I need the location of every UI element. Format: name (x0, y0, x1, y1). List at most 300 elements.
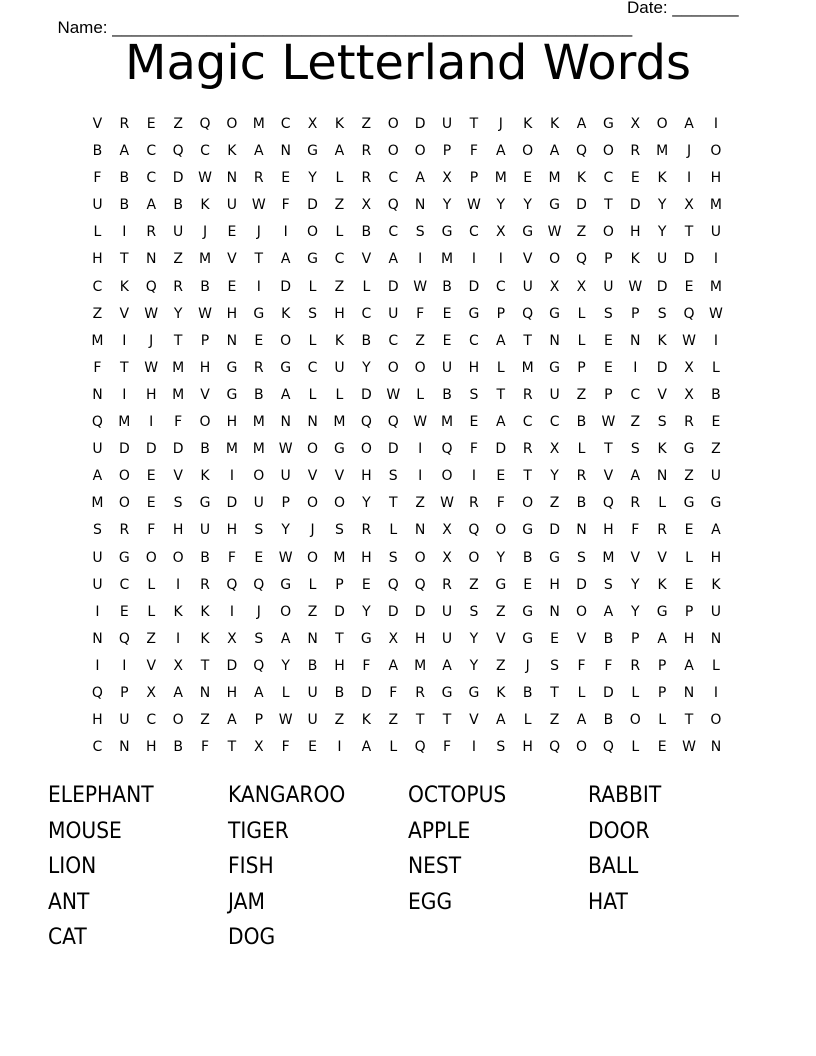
grid-letter[interactable]: Q (387, 414, 399, 431)
grid-letter[interactable]: Q (118, 630, 130, 647)
grid-letter[interactable]: O (495, 522, 507, 539)
grid-letter[interactable]: O (307, 495, 319, 512)
grid-letter[interactable]: V (119, 305, 130, 322)
grid-letter[interactable]: Q (172, 143, 184, 160)
grid-letter[interactable]: B (119, 170, 130, 187)
grid-letter[interactable]: J (310, 522, 315, 539)
grid-letter[interactable]: H (226, 684, 238, 701)
grid-letter[interactable]: B (442, 386, 452, 403)
grid-letter[interactable]: L (362, 278, 371, 295)
grid-letter[interactable]: I (471, 468, 476, 485)
grid-letter[interactable]: N (226, 170, 238, 187)
grid-letter[interactable]: Y (469, 630, 479, 647)
grid-letter[interactable]: C (146, 143, 157, 160)
grid-letter[interactable]: M (252, 441, 265, 458)
grid-letter[interactable]: O (414, 359, 426, 376)
grid-letter[interactable]: B (603, 630, 614, 647)
grid-letter[interactable]: Q (387, 576, 399, 593)
grid-letter[interactable]: D (576, 576, 587, 593)
grid-letter[interactable]: O (414, 143, 426, 160)
grid-letter[interactable]: Z (630, 414, 641, 431)
grid-letter[interactable]: C (603, 170, 614, 187)
grid-letter[interactable]: J (498, 116, 503, 132)
grid-letter[interactable]: G (656, 603, 668, 620)
grid-letter[interactable]: D (602, 684, 614, 701)
grid-letter[interactable]: L (658, 712, 667, 729)
grid-letter[interactable]: A (576, 712, 587, 729)
grid-letter[interactable]: J (202, 224, 208, 241)
grid-letter[interactable]: Z (711, 441, 721, 458)
grid-letter[interactable]: D (226, 495, 238, 512)
grid-letter[interactable]: T (604, 197, 613, 214)
grid-letter[interactable]: Z (684, 468, 694, 485)
grid-letter[interactable]: M (440, 414, 454, 431)
grid-letter[interactable]: L (523, 712, 532, 729)
grid-letter[interactable]: F (93, 359, 102, 376)
grid-letter[interactable]: I (471, 739, 476, 756)
grid-letter[interactable]: R (415, 684, 425, 701)
grid-letter[interactable]: H (522, 739, 533, 756)
grid-letter[interactable]: N (656, 468, 668, 485)
grid-letter[interactable]: C (92, 739, 103, 756)
grid-letter[interactable]: H (92, 712, 103, 729)
grid-letter[interactable]: T (227, 739, 237, 756)
grid-letter[interactable]: Q (468, 522, 480, 539)
grid-letter[interactable]: V (576, 630, 587, 647)
grid-letter[interactable]: O (414, 549, 426, 566)
grid-letter[interactable]: S (173, 495, 183, 512)
grid-letter[interactable]: Q (145, 278, 157, 295)
grid-letter[interactable]: N (710, 739, 722, 756)
grid-letter[interactable]: H (603, 522, 614, 539)
grid-letter[interactable]: O (575, 603, 587, 620)
grid-letter[interactable]: F (281, 739, 290, 756)
grid-letter[interactable]: N (549, 332, 560, 349)
grid-letter[interactable]: K (281, 305, 291, 322)
grid-letter[interactable]: R (146, 224, 157, 241)
grid-letter[interactable]: G (360, 630, 372, 647)
grid-letter[interactable]: O (387, 116, 399, 132)
grid-letter[interactable]: H (414, 630, 426, 647)
grid-letter[interactable]: G (118, 549, 130, 566)
grid-letter[interactable]: C (200, 143, 210, 160)
grid-letter[interactable]: D (387, 441, 399, 458)
grid-letter[interactable]: A (334, 143, 345, 160)
grid-letter[interactable]: O (629, 712, 641, 729)
grid-letter[interactable]: T (442, 712, 452, 729)
grid-letter[interactable]: Z (496, 603, 506, 620)
grid-letter[interactable]: D (307, 197, 318, 214)
grid-letter[interactable]: U (307, 712, 318, 729)
grid-letter[interactable]: O (307, 441, 319, 458)
grid-letter[interactable]: A (280, 386, 291, 403)
grid-letter[interactable]: U (441, 603, 453, 620)
grid-letter[interactable]: F (469, 441, 478, 458)
grid-letter[interactable]: G (549, 197, 561, 214)
grid-letter[interactable]: Y (442, 197, 452, 214)
grid-letter[interactable]: K (496, 684, 506, 701)
grid-letter[interactable]: X (388, 630, 399, 647)
grid-letter[interactable]: N (307, 630, 318, 647)
grid-letter[interactable]: J (149, 332, 154, 349)
grid-letter[interactable]: B (200, 441, 210, 458)
grid-letter[interactable]: F (577, 657, 586, 674)
grid-letter[interactable]: B (442, 278, 452, 295)
grid-letter[interactable]: Z (334, 278, 345, 295)
grid-letter[interactable]: X (684, 386, 694, 403)
grid-letter[interactable]: B (576, 414, 587, 431)
grid-letter[interactable]: A (657, 630, 667, 647)
grid-letter[interactable]: P (631, 305, 640, 322)
grid-letter[interactable]: M (333, 414, 346, 431)
grid-letter[interactable]: D (549, 522, 560, 539)
grid-letter[interactable]: V (334, 468, 345, 485)
grid-letter[interactable]: E (550, 630, 560, 647)
grid-letter[interactable]: W (440, 495, 454, 512)
grid-letter[interactable]: W (628, 278, 643, 295)
grid-letter[interactable]: G (441, 224, 453, 241)
grid-letter[interactable]: N (630, 332, 641, 349)
grid-letter[interactable]: F (469, 143, 478, 160)
grid-letter[interactable]: G (522, 603, 534, 620)
grid-letter[interactable]: B (603, 712, 614, 729)
grid-letter[interactable]: X (146, 684, 157, 701)
grid-letter[interactable]: Y (281, 522, 290, 539)
grid-letter[interactable]: U (441, 359, 453, 376)
grid-letter[interactable]: V (92, 116, 103, 132)
grid-letter[interactable]: G (549, 305, 561, 322)
grid-letter[interactable]: C (549, 414, 560, 431)
grid-letter[interactable]: B (253, 386, 264, 403)
grid-letter[interactable]: Z (496, 657, 506, 674)
grid-letter[interactable]: A (361, 739, 372, 756)
grid-letter[interactable]: Q (683, 305, 695, 322)
grid-letter[interactable]: L (577, 684, 586, 701)
grid-letter[interactable]: A (684, 657, 694, 674)
grid-letter[interactable]: M (602, 549, 615, 566)
grid-letter[interactable]: P (604, 251, 613, 268)
grid-letter[interactable]: Q (91, 684, 103, 701)
grid-letter[interactable]: E (361, 576, 371, 593)
grid-letter[interactable]: M (172, 359, 185, 376)
grid-letter[interactable]: D (414, 116, 426, 132)
grid-letter[interactable]: I (713, 251, 718, 268)
grid-letter[interactable]: O (226, 116, 238, 132)
grid-letter[interactable]: U (710, 603, 722, 620)
grid-letter[interactable]: S (577, 549, 586, 566)
grid-letter[interactable]: N (92, 630, 103, 647)
grid-letter[interactable]: O (468, 549, 480, 566)
grid-letter[interactable]: U (549, 386, 560, 403)
grid-letter[interactable]: R (253, 359, 264, 376)
grid-letter[interactable]: O (280, 603, 292, 620)
grid-letter[interactable]: X (496, 224, 506, 241)
grid-letter[interactable]: K (200, 197, 210, 214)
grid-letter[interactable]: D (226, 657, 238, 674)
grid-letter[interactable]: H (361, 468, 372, 485)
grid-letter[interactable]: F (281, 197, 290, 214)
grid-letter[interactable]: S (93, 522, 102, 539)
grid-letter[interactable]: W (144, 305, 159, 322)
grid-letter[interactable]: B (522, 684, 533, 701)
grid-letter[interactable]: U (92, 197, 103, 214)
grid-letter[interactable]: O (145, 549, 157, 566)
grid-letter[interactable]: J (256, 603, 261, 620)
grid-letter[interactable]: Q (441, 441, 453, 458)
grid-letter[interactable]: E (630, 170, 640, 187)
grid-letter[interactable]: F (442, 739, 452, 756)
grid-letter[interactable]: U (441, 116, 453, 132)
grid-letter[interactable]: Z (361, 116, 372, 132)
grid-letter[interactable]: Y (469, 657, 479, 674)
grid-letter[interactable]: G (602, 116, 614, 132)
grid-letter[interactable]: K (523, 116, 533, 132)
grid-letter[interactable]: G (468, 684, 480, 701)
grid-letter[interactable]: V (657, 386, 667, 403)
grid-letter[interactable]: O (522, 495, 534, 512)
grid-letter[interactable]: A (442, 657, 452, 674)
grid-letter[interactable]: H (172, 522, 184, 539)
grid-letter[interactable]: J (525, 657, 530, 674)
grid-letter[interactable]: R (119, 522, 130, 539)
grid-letter[interactable]: L (308, 278, 317, 295)
grid-letter[interactable]: A (549, 143, 560, 160)
grid-letter[interactable]: F (147, 522, 156, 539)
grid-letter[interactable]: S (657, 305, 667, 322)
grid-letter[interactable]: H (468, 359, 480, 376)
grid-letter[interactable]: Y (362, 603, 371, 620)
grid-letter[interactable]: F (93, 170, 102, 187)
grid-letter[interactable]: A (388, 657, 399, 674)
grid-letter[interactable]: K (334, 116, 345, 132)
grid-letter[interactable]: V (361, 251, 372, 268)
grid-letter[interactable]: P (442, 143, 452, 160)
grid-letter[interactable]: K (657, 170, 667, 187)
grid-letter[interactable]: Q (549, 739, 561, 756)
grid-letter[interactable]: L (308, 576, 317, 593)
grid-letter[interactable]: O (575, 739, 587, 756)
grid-letter[interactable]: H (710, 549, 722, 566)
grid-letter[interactable]: R (253, 170, 264, 187)
grid-letter[interactable]: D (683, 251, 695, 268)
grid-letter[interactable]: G (226, 359, 238, 376)
grid-letter[interactable]: T (523, 332, 532, 349)
grid-letter[interactable]: S (469, 603, 479, 620)
grid-letter[interactable]: Z (307, 603, 318, 620)
grid-letter[interactable]: K (334, 332, 345, 349)
grid-letter[interactable]: N (226, 332, 238, 349)
grid-letter[interactable]: G (468, 305, 480, 322)
grid-letter[interactable]: W (198, 170, 212, 187)
grid-letter[interactable]: E (227, 278, 237, 295)
grid-letter[interactable]: I (633, 359, 638, 376)
grid-letter[interactable]: I (122, 224, 127, 241)
grid-letter[interactable]: M (172, 386, 185, 403)
grid-letter[interactable]: A (603, 603, 614, 620)
grid-letter[interactable]: Q (253, 657, 265, 674)
grid-letter[interactable]: A (254, 143, 264, 160)
grid-letter[interactable]: K (657, 441, 667, 458)
grid-letter[interactable]: W (682, 332, 696, 349)
grid-letter[interactable]: P (335, 576, 344, 593)
grid-letter[interactable]: G (199, 495, 211, 512)
grid-letter[interactable]: O (199, 414, 211, 431)
grid-letter[interactable]: X (442, 170, 452, 187)
grid-letter[interactable]: V (146, 657, 157, 674)
grid-letter[interactable]: D (468, 278, 480, 295)
grid-letter[interactable]: X (361, 197, 372, 214)
date-field[interactable]: Date: _______ (627, 0, 739, 17)
grid-letter[interactable]: G (710, 495, 722, 512)
grid-letter[interactable]: Z (576, 224, 587, 241)
grid-letter[interactable]: V (603, 468, 614, 485)
grid-letter[interactable]: K (630, 251, 640, 268)
grid-letter[interactable]: A (711, 522, 721, 539)
grid-letter[interactable]: E (442, 332, 452, 349)
grid-letter[interactable]: D (360, 386, 372, 403)
grid-letter[interactable]: A (146, 197, 157, 214)
grid-letter[interactable]: P (496, 305, 506, 322)
grid-letter[interactable]: S (657, 414, 667, 431)
grid-letter[interactable]: Q (226, 576, 238, 593)
grid-letter[interactable]: P (200, 332, 210, 349)
grid-letter[interactable]: S (496, 739, 506, 756)
grid-letter[interactable]: Y (173, 305, 183, 322)
grid-letter[interactable]: U (172, 224, 184, 241)
grid-letter[interactable]: G (549, 359, 561, 376)
grid-letter[interactable]: Q (602, 739, 614, 756)
letter-grid[interactable] (84, 114, 729, 764)
grid-letter[interactable]: R (469, 495, 479, 512)
grid-letter[interactable]: J (686, 143, 692, 160)
grid-letter[interactable]: L (496, 359, 505, 376)
grid-letter[interactable]: E (711, 414, 721, 431)
grid-letter[interactable]: O (710, 143, 722, 160)
grid-letter[interactable]: V (307, 468, 318, 485)
grid-letter[interactable]: E (146, 116, 156, 132)
grid-letter[interactable]: X (442, 549, 452, 566)
grid-letter[interactable]: W (682, 739, 696, 756)
grid-letter[interactable]: Z (200, 712, 210, 729)
grid-letter[interactable]: D (495, 441, 507, 458)
grid-letter[interactable]: B (361, 224, 372, 241)
grid-letter[interactable]: H (226, 305, 238, 322)
grid-letter[interactable]: Y (657, 197, 667, 214)
grid-letter[interactable]: B (361, 332, 372, 349)
grid-letter[interactable]: Z (549, 495, 560, 512)
grid-letter[interactable]: G (307, 251, 318, 268)
grid-letter[interactable]: Q (575, 251, 587, 268)
grid-letter[interactable]: G (334, 441, 345, 458)
grid-letter[interactable]: Z (415, 332, 425, 349)
grid-letter[interactable]: Y (362, 359, 371, 376)
grid-letter[interactable]: T (120, 251, 129, 268)
grid-letter[interactable]: T (254, 251, 264, 268)
grid-letter[interactable]: M (440, 251, 454, 268)
grid-letter[interactable]: Z (549, 712, 560, 729)
grid-letter[interactable]: A (280, 251, 291, 268)
grid-letter[interactable]: H (92, 251, 103, 268)
grid-letter[interactable]: K (549, 116, 560, 132)
grid-letter[interactable]: V (496, 630, 506, 647)
grid-letter[interactable]: C (388, 224, 399, 241)
grid-letter[interactable]: G (522, 522, 534, 539)
grid-letter[interactable]: K (200, 603, 210, 620)
grid-letter[interactable]: B (711, 386, 721, 403)
grid-letter[interactable]: B (200, 278, 210, 295)
grid-letter[interactable]: Y (308, 170, 317, 187)
grid-letter[interactable]: X (576, 278, 587, 295)
grid-letter[interactable]: P (120, 684, 129, 701)
grid-letter[interactable]: Q (387, 197, 399, 214)
grid-letter[interactable]: N (199, 684, 211, 701)
grid-letter[interactable]: R (119, 116, 130, 132)
grid-letter[interactable]: W (547, 224, 562, 241)
grid-letter[interactable]: L (389, 739, 398, 756)
grid-letter[interactable]: G (280, 359, 292, 376)
grid-letter[interactable]: S (415, 224, 425, 241)
grid-letter[interactable]: R (630, 657, 641, 674)
grid-letter[interactable]: R (200, 576, 210, 593)
grid-letter[interactable]: I (498, 251, 503, 268)
grid-letter[interactable]: I (229, 603, 234, 620)
grid-letter[interactable]: D (172, 441, 184, 458)
grid-letter[interactable]: M (521, 359, 534, 376)
grid-letter[interactable]: O (307, 224, 319, 241)
grid-letter[interactable]: R (684, 414, 694, 431)
grid-letter[interactable]: U (307, 684, 318, 701)
grid-letter[interactable]: K (119, 278, 129, 295)
grid-letter[interactable]: A (173, 684, 183, 701)
grid-letter[interactable]: A (684, 116, 694, 132)
grid-letter[interactable]: W (466, 197, 481, 214)
grid-letter[interactable]: A (576, 116, 587, 132)
grid-letter[interactable]: W (278, 549, 293, 566)
grid-letter[interactable]: C (522, 414, 533, 431)
grid-letter[interactable]: A (496, 143, 506, 160)
grid-letter[interactable]: H (683, 630, 695, 647)
grid-letter[interactable]: R (173, 278, 183, 295)
grid-letter[interactable]: X (227, 630, 237, 647)
grid-letter[interactable]: E (603, 332, 613, 349)
grid-letter[interactable]: H (145, 386, 157, 403)
grid-letter[interactable]: I (283, 224, 288, 241)
grid-letter[interactable]: K (711, 576, 721, 593)
grid-letter[interactable]: M (548, 170, 561, 187)
grid-letter[interactable]: O (522, 143, 534, 160)
grid-letter[interactable]: F (604, 657, 613, 674)
grid-letter[interactable]: E (523, 170, 533, 187)
grid-letter[interactable]: L (281, 684, 290, 701)
grid-letter[interactable]: M (91, 495, 104, 512)
grid-letter[interactable]: E (254, 332, 264, 349)
grid-letter[interactable]: U (92, 576, 103, 593)
grid-letter[interactable]: P (631, 630, 640, 647)
grid-letter[interactable]: R (361, 170, 372, 187)
grid-letter[interactable]: O (118, 468, 130, 485)
grid-letter[interactable]: L (712, 359, 720, 376)
grid-letter[interactable]: U (388, 305, 399, 322)
grid-letter[interactable]: O (602, 224, 614, 241)
grid-letter[interactable]: N (145, 251, 157, 268)
grid-letter[interactable]: U (199, 522, 211, 539)
grid-letter[interactable]: B (200, 549, 210, 566)
grid-letter[interactable]: S (550, 657, 560, 674)
grid-letter[interactable]: U (710, 224, 722, 241)
grid-letter[interactable]: D (334, 603, 345, 620)
grid-letter[interactable]: I (713, 116, 718, 132)
grid-letter[interactable]: G (280, 576, 292, 593)
